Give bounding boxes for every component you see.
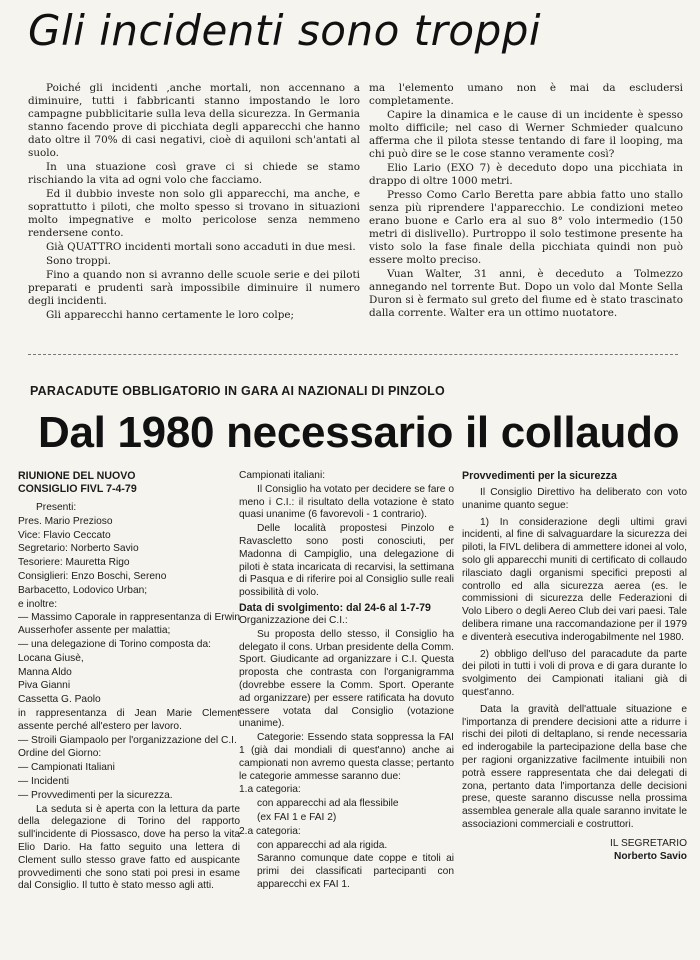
paragraph: Sono troppi. <box>46 255 111 267</box>
safety-column <box>462 470 687 863</box>
paragraph: Vuan Walter, 31 anni, è deceduto a Tolmezzo annegando nel torrente But. Dopo un volo dal Monte Sella Duron si è fermato sul greto del fiume ed è stato trascinato dalla corrente. Walter era un ottimo nuotatore. <box>369 268 683 319</box>
list-item: — Incidenti <box>18 775 69 787</box>
list-item: Locana Giusè, <box>18 652 84 664</box>
list-item: — Provvedimenti per la sicurezza. <box>18 789 173 801</box>
meeting-column <box>18 470 240 893</box>
section-heading: RIUNIONE DEL NUOVO <box>18 470 136 482</box>
paragraph: Fino a quando non si avranno delle scuole serie e dei piloti preparati e prudenti sarà impossibile diminuire il numero degli incidenti. <box>28 269 360 307</box>
list-item: — una delegazione di Torino composta da: <box>18 638 211 650</box>
kicker-headline: PARACADUTE OBBLIGATORIO IN GARA AI NAZIONALI DI PINZOLO <box>30 384 445 398</box>
section-heading: Provvedimenti per la sicurezza <box>462 470 617 482</box>
subheading: Organizzazione dei C.I.: <box>239 614 348 626</box>
paragraph: ma l'elemento umano non è mai da escludersi completamente. <box>369 82 683 107</box>
list-item: Piva Gianni <box>18 680 71 692</box>
paragraph: In una stuazione così grave ci si chiede se stamo rischiando la vita ad ogni volo che facciamo. <box>28 161 360 186</box>
list-item: in rappresentanza di Jean Marie Clement assente perché all'estero per lavoro. <box>18 707 240 732</box>
article-column-right <box>369 82 683 320</box>
category-detail: con apparecchi ad ala rigida. <box>257 839 388 851</box>
list-item: Pres. Mario Prezioso <box>18 515 113 527</box>
list-item: Ordine del Giorno: <box>18 748 102 760</box>
list-item: Cassetta G. Paolo <box>18 694 101 706</box>
paragraph: Delle località propostesi Pinzolo e Ravascletto sono posti conosciuti, per Madonna di Campiglio, una delegazione di piloti è stata incaricata di recarvisi, la settimana di Pasqua e di riferire poi al Consiglio sulle reali possibilità di volo. <box>239 523 454 599</box>
article-column-left <box>28 82 360 322</box>
list-item: Consiglieri: Enzo Boschi, Sereno <box>18 570 167 582</box>
list-item: e inoltre: <box>18 598 58 610</box>
section-heading: CONSIGLIO FIVL 7-4-79 <box>18 483 137 495</box>
paragraph: Presso Como Carlo Beretta pare abbia fatto uno stallo senza più riprendere l'apparecchio. Le condizioni meteo erano buone e Carlo era al suo 8° volo intermedio (150 metri di dislivello). Purtroppo il solo testimone presente ha visto solo la fase finale della picchiata quindi non può essere molto preciso. <box>369 189 683 266</box>
dates-heading: Data di svolgimento: dal 24-6 al 1-7-79 <box>239 601 431 614</box>
paragraph: Categorie: Essendo stata soppressa la FAI 1 (già dai mondiali di quest'anno) anche ai campionati non avremo questa classe; pertanto le categorie ammesse saranno due: <box>239 732 454 782</box>
championship-column <box>239 470 454 892</box>
paragraph: Su proposta dello stesso, il Consiglio ha delegato il cons. Urban presidente della Comm. Sport. Giudicante ad organizzare i C.I. Questa proposta che contrasta con l'organigramma (dovrebbe essere la Comm. Sport. Operante ad organizzare) per essere ratificata ha dovuto essere votata dal Consiglio (votazione unanime). <box>239 628 454 730</box>
main-headline: Dal 1980 necessario il collaudo <box>38 408 680 457</box>
paragraph: Capire la dinamica e le cause di un incidente è spesso molto difficile; nel caso di Werner Schmieder qualcuno afferma che il pilota stesse tentando di fare il looping, ma chi può dire se le cose stanno veramente così? <box>369 109 683 160</box>
category-label: 2.a categoria: <box>239 825 301 837</box>
paragraph: 1) In considerazione degli ultimi gravi incidenti, al fine di salvaguardare la sicurezza dei piloti, la FIVL delibera di ammettere idonei al volo, solo gli apparecchi muniti di certificato di collaudo rilasciato dagli organismi specifici preposti al controllo ed alla sicurezza aerea (es. le commissioni di sicurezza delle Federazioni di Volo Libero o degli Aereo Club dei vari paesi. Tale delibera rimane una raccomandazione per il 1979 e diventerà esecutiva inderogabilmente nel 1980. <box>462 516 687 643</box>
paragraph: 2) obbligo dell'uso del paracadute da parte dei piloti in tutti i voli di prova e di gara durante lo svolgimento dei Campionati italiani già di quest'anno. <box>462 648 687 698</box>
paragraph: Gli apparecchi hanno certamente le loro colpe; <box>46 309 295 321</box>
list-item: — Stroili Giampaolo per l'organizzazione del C.I. <box>18 734 237 746</box>
paragraph: Ed il dubbio investe non solo gli apparecchi, ma anche, e soprattutto i piloti, che molto spesso si trovano in situazioni molto impegnative e molto pericolose senza nemmeno rendersene conto. <box>28 188 360 239</box>
category-label: 1.a categoria: <box>239 784 301 796</box>
category-detail: (ex FAI 1 e FAI 2) <box>257 811 337 823</box>
list-item: Vice: Flavio Ceccato <box>18 529 111 541</box>
paragraph: Saranno comunque date coppe e titoli ai primi dei classificati partecipanti con apparecchi ex FAI 1. <box>257 853 454 890</box>
signature-role: IL SEGRETARIO <box>610 837 687 849</box>
paragraph: Poiché gli incidenti ,anche mortali, non accennano a diminuire, tutti i fabbricanti stanno impostando le loro campagne pubblicitarie sulla leva della sicurezza. In Germania stanno facendo prove di picchiata degli apparecchi che hanno dato oltre il 70% di casi negativi, cioè di aquiloni sch'antati al suolo. <box>28 82 360 159</box>
list-item: Tesoriere: Mauretta Rigo <box>18 557 130 569</box>
section-divider <box>28 354 678 355</box>
subheading: Campionati italiani: <box>239 470 326 481</box>
list-item: Barbacetto, Lodovico Urban; <box>18 584 148 596</box>
paragraph: Il Consiglio Direttivo ha deliberato con voto unanime quanto segue: <box>462 487 687 511</box>
paragraph: Il Consiglio ha votato per decidere se fare o meno i C.I.: il risultato della votazione è stato quasi unanime (6 favorevoli - 1 contrario). <box>239 483 454 521</box>
paragraph: La seduta si è aperta con la lettura da parte della delegazione di Torino del rapporto sull'incidente di Piossasco, dove ha perso la vita Elio Dario. Ha fatto seguito una lettera di Clement sullo stesso grave fatto ed auspicante provvedimenti che sono stati poi presi in esame dal Consiglio. Il tutto è stato messo agli atti. <box>18 803 240 892</box>
category-detail: con apparecchi ad ala flessibile <box>257 798 399 810</box>
paragraph: Già QUATTRO incidenti mortali sono accaduti in due mesi. <box>46 241 356 253</box>
paragraph: Elio Lario (EXO 7) è deceduto dopo una picchiata in drappo di oltre 1000 metri. <box>369 162 683 187</box>
list-item: — Campionati Italiani <box>18 762 115 774</box>
signature-block <box>462 838 687 864</box>
paragraph: Data la gravità dell'attuale situazione e l'importanza di prendere decisioni atte a ridurre i rischi dei piloti di deltaplano, si rende necessaria ed inderogabile la partecipazione della base che per ragioni organizzative facilmente intuibili non potrà essere rappresentata che dai delegati di zona, pertanto data l'importanza delle decisioni prese, queste saranno discusse nella prossima assemblea generale alla quale saranno invitate le associazioni commerciali e costruttori. <box>462 703 687 830</box>
list-item: — Massimo Caporale in rappresentanza di Erwin Ausserhofer assente per malattia; <box>18 612 240 637</box>
article-title: Gli incidenti sono troppi <box>28 6 542 55</box>
signature-name: Norberto Savio <box>613 850 687 862</box>
list-item: Segretario: Norberto Savio <box>18 543 139 555</box>
list-item: Manna Aldo <box>18 666 72 678</box>
list-item: Presenti: <box>36 502 77 513</box>
